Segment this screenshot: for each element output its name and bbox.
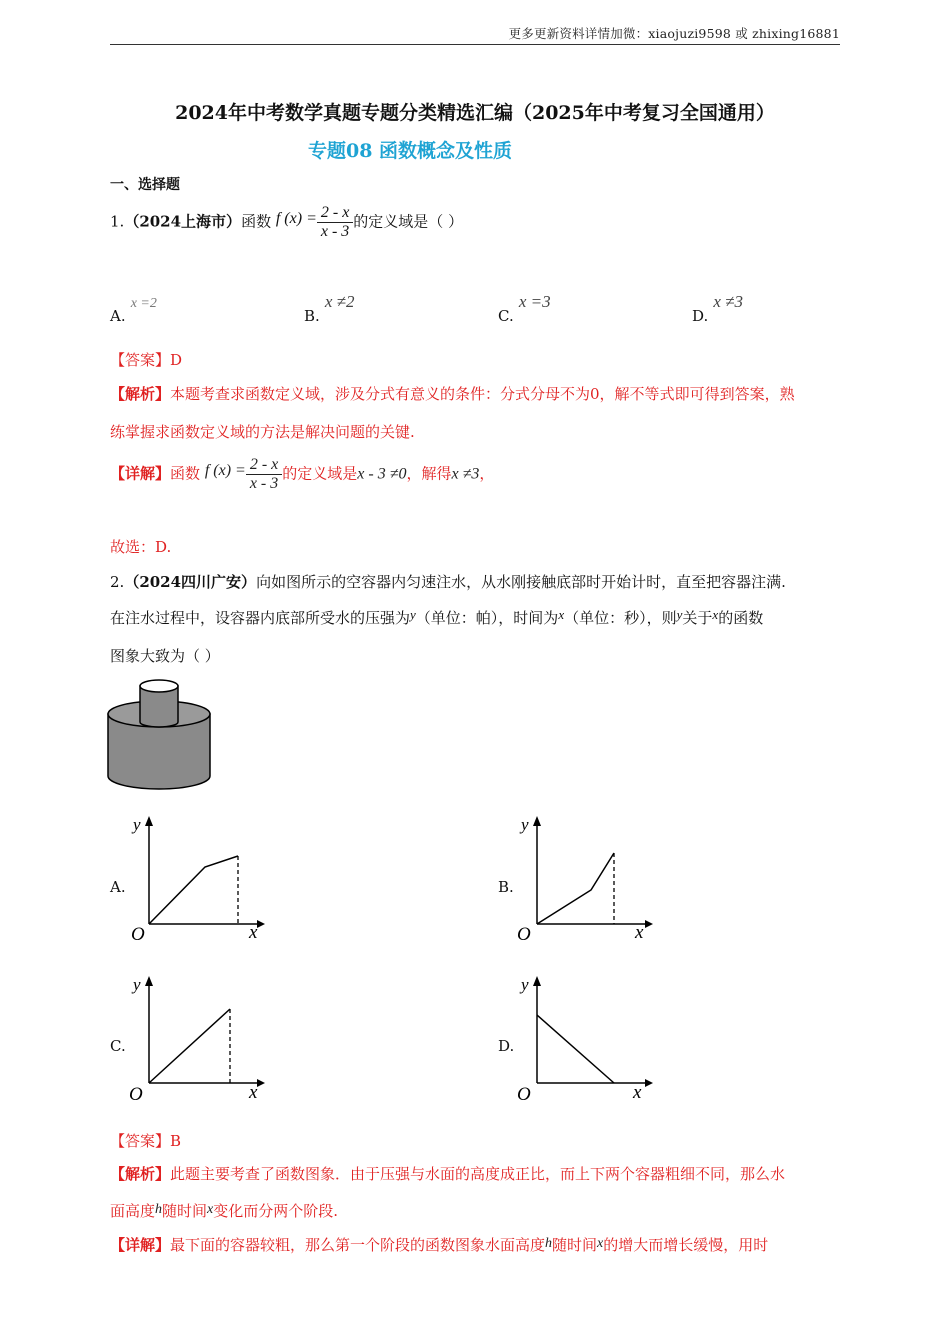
detail-sep: ，解得 <box>406 464 452 483</box>
q1-source: （2024上海市） <box>124 212 242 231</box>
analysis-2b: 随时间 <box>162 1202 208 1220</box>
detail-res: x ≠3 <box>451 465 480 483</box>
q1-option-c[interactable] <box>498 292 551 325</box>
graph-a[interactable] <box>125 814 265 944</box>
q2-line3: 图象大致为（ ） <box>110 647 220 665</box>
axis-y-label: y <box>133 975 141 994</box>
q1-pre: 函数 <box>241 212 272 231</box>
answer-tag: 【答案】 <box>110 351 171 369</box>
q1-analysis-line2: 练掌握求函数定义域的方法是解决问题的关键. <box>110 423 415 441</box>
answer-value: B <box>170 1132 182 1150</box>
answer-tag: 【答案】 <box>110 1132 171 1150</box>
analysis-2c: 变化而分两个阶段. <box>213 1202 339 1220</box>
analysis-text: 此题主要考查了函数图象．由于压强与水面的高度成正比，而上下两个容器粗细不同，那么水 <box>170 1165 786 1183</box>
option-label: C. <box>498 307 514 325</box>
axis-x-label: x <box>249 1082 258 1103</box>
graph-b[interactable] <box>513 814 653 944</box>
q2-source: （2024四川广安） <box>124 573 257 591</box>
detail-cond: x - 3 ≠0 <box>357 465 407 483</box>
q1-conclusion: 故选：D. <box>110 538 172 556</box>
detail-den: x - 3 <box>249 475 279 492</box>
axis-x-label: x <box>249 922 258 943</box>
q2-text2e: 的函数 <box>718 609 764 627</box>
detail-mid: 的定义域是 <box>282 464 358 483</box>
detail-a: 最下面的容器较粗，那么第一个阶段的函数图象水面高度 <box>170 1236 546 1254</box>
analysis-text: 本题考查求函数定义域，涉及分式有意义的条件：分式分母不为0，解不等式即可得到答案，熟 <box>170 385 795 403</box>
option-math: x =3 <box>518 292 551 311</box>
q2-detail <box>110 1235 768 1257</box>
axis-y-label: y <box>521 815 529 834</box>
q1-detail <box>110 456 494 493</box>
page-title: 2024年中考数学真题专题分类精选汇编（2025年中考复习全国通用） <box>175 102 775 124</box>
var-x: x <box>712 607 719 622</box>
q1-fraction <box>317 204 353 241</box>
detail-f: f (x) = <box>204 461 246 479</box>
option-label: A. <box>110 307 126 325</box>
axis-y-label: y <box>521 975 529 994</box>
origin-label: O <box>517 1084 531 1105</box>
option-label: B. <box>304 307 320 325</box>
q1-num: 2 - x <box>317 204 353 223</box>
q2-number: 2. <box>110 573 125 591</box>
section-heading: 一、选择题 <box>110 177 180 193</box>
option-math: x ≠3 <box>713 292 743 311</box>
var-h: h <box>155 1202 163 1217</box>
origin-label: O <box>517 924 531 944</box>
graph-c[interactable] <box>125 972 265 1104</box>
detail-c: 的增大而增长缓慢，用时 <box>603 1236 769 1254</box>
q1-option-b[interactable] <box>304 292 355 325</box>
q2-text2c: （单位：秒），则 <box>564 609 677 627</box>
q2-text2b: （单位：帕），时间为 <box>415 609 559 627</box>
page-subtitle: 专题08 函数概念及性质 <box>307 140 513 162</box>
q2-answer <box>110 1131 181 1151</box>
axis-x-label: x <box>633 1082 642 1103</box>
q1-answer <box>110 350 182 370</box>
option-label: D. <box>692 307 709 325</box>
graph-c-label: C. <box>110 1037 126 1055</box>
graph-b-label: B. <box>498 878 514 896</box>
container-figure <box>105 676 215 796</box>
var-x: x <box>558 607 565 622</box>
q2-text2d: 关于 <box>682 609 713 627</box>
var-y: y <box>410 607 416 622</box>
q2-text2a: 在注水过程中，设容器内底部所受水的压强为 <box>110 609 411 627</box>
detail-tag: 【详解】 <box>110 1236 171 1254</box>
var-x: x <box>207 1202 214 1217</box>
q2-line1 <box>110 572 786 592</box>
q2-analysis-line2 <box>110 1201 338 1223</box>
q1-f: f (x) = <box>275 209 317 227</box>
q1-post: 的定义域是（ ） <box>353 212 464 231</box>
detail-tag: 【详解】 <box>110 464 171 483</box>
analysis-tag: 【解析】 <box>110 1165 171 1183</box>
graph-d-label: D. <box>498 1037 515 1055</box>
analysis-tag: 【解析】 <box>110 385 171 403</box>
detail-end: ， <box>479 464 495 483</box>
header-divider <box>110 44 840 45</box>
detail-b: 随时间 <box>552 1236 598 1254</box>
detail-fraction <box>246 456 282 493</box>
axis-x-label: x <box>635 922 644 943</box>
q1-den: x - 3 <box>320 223 350 240</box>
option-math: x ≠2 <box>324 292 355 311</box>
q1-analysis-line1 <box>110 384 795 404</box>
graph-d[interactable] <box>513 974 653 1106</box>
q1-number: 1. <box>110 212 125 231</box>
var-y: y <box>676 607 683 622</box>
graph-a-label: A. <box>110 878 126 896</box>
q2-text1: 向如图所示的空容器内匀速注水，从水刚接触底部时开始计时，直至把容器注满. <box>256 573 786 591</box>
q1-stem <box>110 204 463 241</box>
detail-num: 2 - x <box>246 456 282 475</box>
q1-option-d[interactable] <box>692 292 743 325</box>
var-h: h <box>545 1236 553 1251</box>
q2-analysis-line1 <box>110 1164 785 1184</box>
q1-option-a[interactable] <box>110 292 157 325</box>
var-x: x <box>597 1236 604 1251</box>
header-promo: 更多更新资料详情加微：xiaojuzi9598 或 zhixing16881 <box>508 26 840 41</box>
option-math: x =2 <box>130 296 157 311</box>
q2-line2 <box>110 608 763 628</box>
axis-y-label: y <box>133 815 141 834</box>
origin-label: O <box>131 924 145 944</box>
detail-pre: 函数 <box>170 464 201 483</box>
origin-label: O <box>129 1084 143 1104</box>
analysis-2a: 面高度 <box>110 1202 156 1220</box>
answer-value: D <box>170 351 183 369</box>
